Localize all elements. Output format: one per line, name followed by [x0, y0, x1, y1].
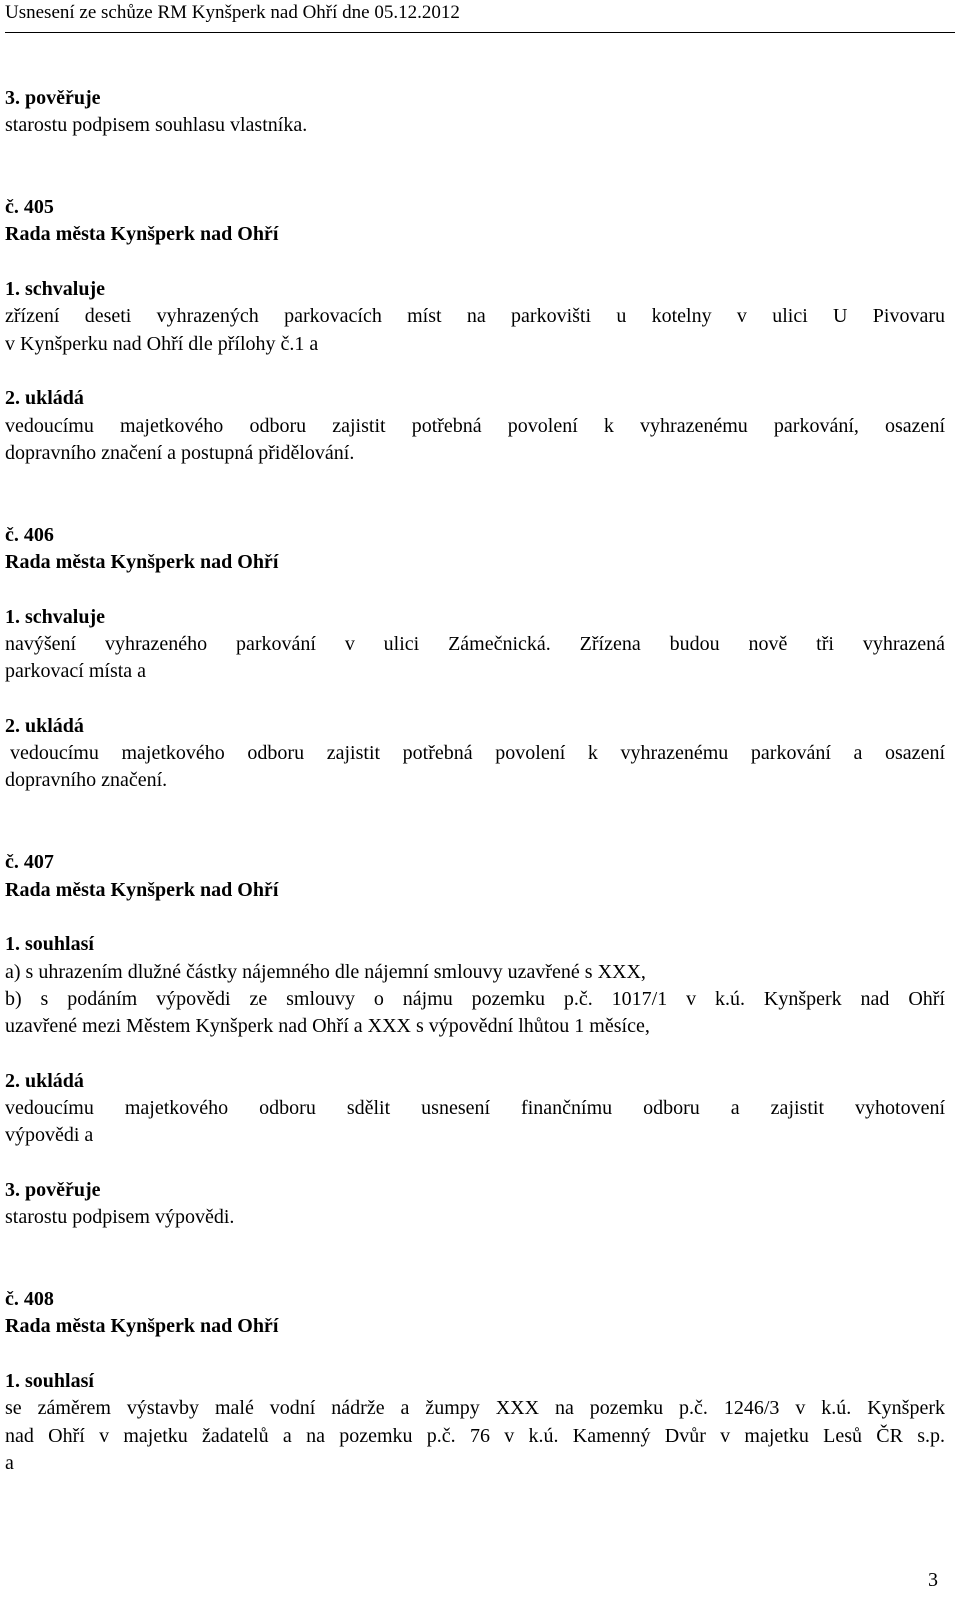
resolution-number: č. 405 — [5, 196, 54, 219]
section-text: b) s podáním výpovědi ze smlouvy o nájmu pozemku p.č. 1017/1 v k.ú. Kynšperk nad Ohří — [5, 987, 945, 1010]
spacer — [5, 1259, 945, 1286]
spacer — [5, 467, 945, 494]
section-heading: 1. schvaluje — [5, 605, 105, 628]
section-text: starostu podpisem souhlasu vlastníka. — [5, 114, 308, 137]
resolution-408 — [5, 1286, 945, 1477]
section-heading: 1. souhlasí — [5, 1369, 94, 1392]
resolution-407 — [5, 849, 945, 1231]
resolution-406 — [5, 522, 945, 795]
resolution-body: Rada města Kynšperk nad Ohří — [5, 1315, 279, 1338]
spacer — [5, 358, 945, 385]
section-text: zřízení deseti vyhrazených parkovacích míst na parkovišti u kotelny v ulici U Pivovaru — [5, 305, 945, 328]
section-text: vedoucímu majetkového odboru zajistit potřebná povolení k vyhrazenému parkování a osazení — [10, 742, 945, 765]
page-header: Usnesení ze schůze RM Kynšperk nad Ohří dne 05.12.2012 — [5, 2, 460, 23]
spacer — [5, 904, 945, 931]
spacer — [5, 576, 945, 603]
page-number: 3 — [928, 1569, 938, 1591]
resolution-body: Rada města Kynšperk nad Ohří — [5, 878, 279, 901]
section-text: uzavřené mezi Městem Kynšperk nad Ohří a XXX s výpovědní lhůtou 1 měsíce, — [5, 1015, 650, 1038]
section-text: vedoucímu majetkového odboru sdělit usnesení finančnímu odboru a zajistit vyhotovení — [5, 1096, 945, 1119]
resolution-405 — [5, 194, 945, 467]
spacer — [5, 795, 945, 822]
spacer — [5, 167, 945, 194]
document-body — [5, 85, 945, 1477]
section-heading: 1. schvaluje — [5, 278, 105, 301]
spacer — [5, 249, 945, 276]
header-divider — [5, 32, 955, 33]
section-text: navýšení vyhrazeného parkování v ulici Zámečnická. Zřízena budou nově tři vyhrazená — [5, 632, 945, 655]
section-text: starostu podpisem výpovědi. — [5, 1206, 235, 1229]
section-prev-continuation — [5, 85, 945, 140]
spacer — [5, 1040, 945, 1067]
section-heading: 2. ukládá — [5, 387, 84, 410]
section-text: vedoucímu majetkového odboru zajistit potřebná povolení k vyhrazenému parkování, osazení — [5, 414, 945, 437]
spacer — [5, 1231, 945, 1258]
section-heading: 1. souhlasí — [5, 933, 94, 956]
section-text: v Kynšperku nad Ohří dle přílohy č.1 a — [5, 332, 319, 355]
spacer — [5, 1341, 945, 1368]
section-heading: 3. pověřuje — [5, 87, 101, 109]
section-text: a) s uhrazením dlužné částky nájemného dle nájemní smlouvy uzavřené s XXX, — [5, 960, 646, 983]
spacer — [5, 140, 945, 167]
section-heading: 3. pověřuje — [5, 1178, 101, 1201]
spacer — [5, 1150, 945, 1177]
section-text: se záměrem výstavby malé vodní nádrže a žumpy XXX na pozemku p.č. 1246/3 v k.ú. Kynšperk — [5, 1397, 945, 1420]
section-text: nad Ohří v majetku žadatelů a na pozemku p.č. 76 v k.ú. Kamenný Dvůr v majetku Lesů ČR s.p. — [5, 1424, 945, 1447]
resolution-body: Rada města Kynšperk nad Ohří — [5, 551, 279, 574]
section-heading: 2. ukládá — [5, 714, 84, 737]
spacer — [5, 686, 945, 713]
section-text: parkovací místa a — [5, 660, 147, 683]
spacer — [5, 822, 945, 849]
section-text: dopravního značení. — [5, 769, 168, 792]
spacer — [5, 494, 945, 521]
section-text: dopravního značení a postupná přidělování. — [5, 441, 355, 464]
resolution-number: č. 406 — [5, 523, 54, 546]
section-heading: 2. ukládá — [5, 1069, 84, 1092]
resolution-number: č. 407 — [5, 851, 54, 874]
resolution-number: č. 408 — [5, 1288, 54, 1311]
resolution-body: Rada města Kynšperk nad Ohří — [5, 223, 279, 246]
section-text: a — [5, 1451, 14, 1474]
section-text: výpovědi a — [5, 1124, 94, 1147]
